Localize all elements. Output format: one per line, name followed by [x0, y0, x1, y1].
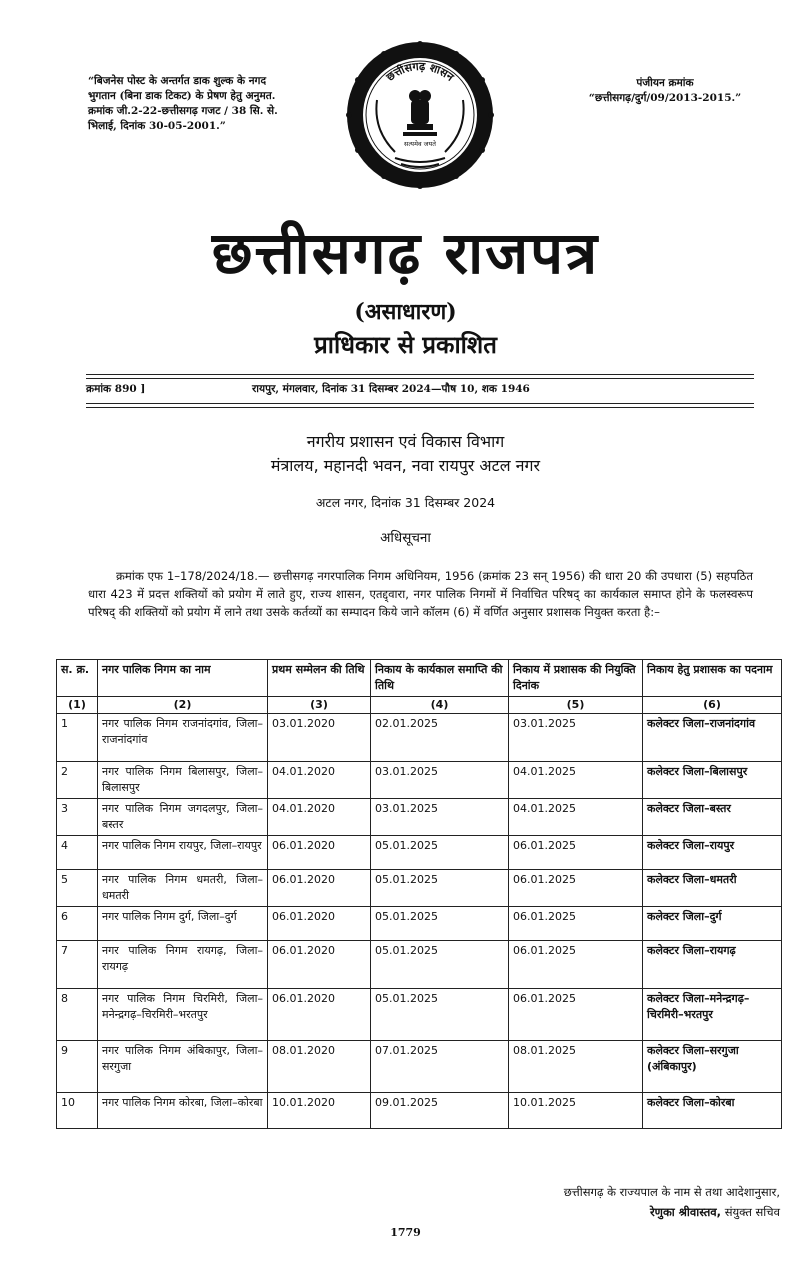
published-by-authority: प्राधिकार से प्रकाशित: [314, 330, 497, 359]
header-term-end: निकाय के कार्यकाल समाप्ति की तिथि: [371, 660, 509, 697]
term-end-date: 03.01.2025: [371, 799, 509, 836]
authority-line: छत्तीसगढ़ के राज्यपाल के नाम से तथा आदेशानुसार,: [563, 1185, 780, 1199]
serial-no: 5: [57, 870, 98, 907]
appointment-date: 04.01.2025: [509, 799, 643, 836]
term-end-date: 05.01.2025: [371, 870, 509, 907]
administrator-designation: कलेक्टर जिला–बस्तर: [643, 799, 782, 836]
col-number: (2): [98, 697, 268, 714]
table-row: [57, 941, 782, 989]
header-first-meeting: प्रथम सम्मेलन की तिथि: [268, 660, 371, 697]
administrator-designation: कलेक्टर जिला–बिलासपुर: [643, 762, 782, 799]
col-number: (5): [509, 697, 643, 714]
term-end-date: 05.01.2025: [371, 941, 509, 989]
col-number: (6): [643, 697, 782, 714]
table-row: [57, 1093, 782, 1129]
appointment-date: 06.01.2025: [509, 870, 643, 907]
first-meeting-date: 06.01.2020: [268, 836, 371, 870]
serial-no: 7: [57, 941, 98, 989]
registration-block: [565, 76, 765, 106]
table-row: [57, 1041, 782, 1093]
first-meeting-date: 10.01.2020: [268, 1093, 371, 1129]
rule-bottom-2: [86, 407, 754, 408]
appointment-date: 10.01.2025: [509, 1093, 643, 1129]
serial-no: 10: [57, 1093, 98, 1129]
header-appointment-date: निकाय में प्रशासक की नियुक्ति दिनांक: [509, 660, 643, 697]
col-number: (3): [268, 697, 371, 714]
administrator-designation: कलेक्टर जिला–सरगुजा (अंबिकापुर): [643, 1041, 782, 1093]
corporation-name: नगर पालिक निगम रायपुर, जिला–रायपुर: [98, 836, 268, 870]
corporation-name: नगर पालिक निगम राजनांदगांव, जिला–राजनांदगांव: [98, 714, 268, 762]
serial-no: 8: [57, 989, 98, 1041]
term-end-date: 02.01.2025: [371, 714, 509, 762]
corporation-name: नगर पालिक निगम बिलासपुर, जिला–बिलासपुर: [98, 762, 268, 799]
serial-no: 9: [57, 1041, 98, 1093]
serial-no: 3: [57, 799, 98, 836]
table-header-row: [57, 660, 782, 697]
extraordinary-label: (असाधारण): [354, 299, 457, 325]
corporation-name: नगर पालिक निगम जगदलपुर, जिला–बस्तर: [98, 799, 268, 836]
signatory-title: संयुक्त सचिव: [721, 1205, 780, 1219]
department-name: नगरीय प्रशासन एवं विकास विभाग: [306, 432, 505, 451]
first-meeting-date: 08.01.2020: [268, 1041, 371, 1093]
table-row: [57, 799, 782, 836]
rule-top-2: [86, 378, 754, 379]
term-end-date: 05.01.2025: [371, 989, 509, 1041]
table-row: [57, 836, 782, 870]
state-emblem-icon: [345, 40, 495, 190]
col-number: (4): [371, 697, 509, 714]
notification-body: क्रमांक एफ 1–178/2024/18.— छत्तीसगढ़ नगरपालिक निगम अधिनियम, 1956 (क्रमांक 23 सन् 1956) की धारा 20 की उपधारा (5) सहपठित धारा 423 में प्रदत्त शक्तियों को प्रयोग में लाते हुए, राज्य शासन, एतद्द्वारा, नगर पालिक निगमों में निर्वाचित परिषद् का कार्यकाल समाप्त होने के फलस्वरूप परिषद् की शक्तियों को प्रयोग में लाने तथा उसके कर्तव्यों का सम्पादन किये जाने कॉलम (6) में वर्णित अनुसार प्रशासक नियुक्त करता है:–: [88, 569, 753, 619]
administrator-designation: कलेक्टर जिला–राजनांदगांव: [643, 714, 782, 762]
serial-no: 2: [57, 762, 98, 799]
issue-number: क्रमांक 890 ]: [86, 383, 146, 395]
department-block: [0, 430, 811, 478]
administrator-designation: कलेक्टर जिला–रायगढ़: [643, 941, 782, 989]
department-address: मंत्रालय, महानदी भवन, नवा रायपुर अटल नगर: [270, 456, 541, 475]
postal-permit-note: “बिजनेस पोस्ट के अन्तर्गत डाक शुल्क के नगद भुगतान (बिना डाक टिकट) के प्रेषण हेतु अनुमत. क्रमांक जी.2-22-छत्तीसगढ़ गजट / 38 सि. से. भिलाई, दिनांक 30-05-2001.”: [88, 75, 278, 132]
emblem-top-text: छत्तीसगढ़ शासन: [383, 59, 457, 84]
column-number-row: [57, 697, 782, 714]
corporation-name: नगर पालिक निगम दुर्ग, जिला–दुर्ग: [98, 907, 268, 941]
registration-label: पंजीयन क्रमांक: [636, 77, 694, 89]
table-row: [57, 870, 782, 907]
appointment-date: 06.01.2025: [509, 989, 643, 1041]
header-administrator: निकाय हेतु प्रशासक का पदनाम: [643, 660, 782, 697]
administrator-designation: कलेक्टर जिला–कोरबा: [643, 1093, 782, 1129]
term-end-date: 03.01.2025: [371, 762, 509, 799]
emblem-motto: सत्यमेव जयते: [404, 140, 436, 148]
appointment-date: 06.01.2025: [509, 941, 643, 989]
term-end-date: 05.01.2025: [371, 836, 509, 870]
registration-value: “छत्तीसगढ़/दुर्ग/09/2013-2015.”: [588, 92, 742, 104]
first-meeting-date: 03.01.2020: [268, 714, 371, 762]
first-meeting-date: 04.01.2020: [268, 799, 371, 836]
appointment-date: 08.01.2025: [509, 1041, 643, 1093]
appointment-date: 04.01.2025: [509, 762, 643, 799]
first-meeting-date: 06.01.2020: [268, 941, 371, 989]
term-end-date: 09.01.2025: [371, 1093, 509, 1129]
footer-authority-block: [420, 1182, 780, 1222]
term-end-date: 07.01.2025: [371, 1041, 509, 1093]
place-date: अटल नगर, दिनांक 31 दिसम्बर 2024: [315, 495, 496, 510]
term-end-date: 05.01.2025: [371, 907, 509, 941]
administrator-designation: कलेक्टर जिला–रायपुर: [643, 836, 782, 870]
col-number: (1): [57, 697, 98, 714]
header-corporation: नगर पालिक निगम का नाम: [98, 660, 268, 697]
corporation-name: नगर पालिक निगम रायगढ़, जिला–रायगढ़: [98, 941, 268, 989]
signatory-line: [420, 1202, 780, 1222]
administrator-table: [56, 659, 782, 1129]
administrator-designation: कलेक्टर जिला–मनेन्द्रगढ़–चिरमिरी–भरतपुर: [643, 989, 782, 1041]
header-serial: स. क्र.: [57, 660, 98, 697]
appointment-date: 06.01.2025: [509, 836, 643, 870]
corporation-name: नगर पालिक निगम धमतरी, जिला–धमतरी: [98, 870, 268, 907]
table-row: [57, 714, 782, 762]
appointment-date: 06.01.2025: [509, 907, 643, 941]
signatory-name: रेणुका श्रीवास्तव,: [649, 1205, 722, 1219]
table-row: [57, 907, 782, 941]
corporation-name: नगर पालिक निगम चिरमिरी, जिला–मनेन्द्रगढ़–चिरमिरी–भरतपुर: [98, 989, 268, 1041]
appointment-date: 03.01.2025: [509, 714, 643, 762]
table-row: [57, 762, 782, 799]
rule-top-1: [86, 374, 754, 375]
serial-no: 6: [57, 907, 98, 941]
corporation-name: नगर पालिक निगम कोरबा, जिला–कोरबा: [98, 1093, 268, 1129]
administrator-designation: कलेक्टर जिला–दुर्ग: [643, 907, 782, 941]
page-number: 1779: [390, 1226, 421, 1239]
first-meeting-date: 06.01.2020: [268, 870, 371, 907]
gazette-masthead: छत्तीसगढ़ राजपत्र: [211, 219, 600, 287]
corporation-name: नगर पालिक निगम अंबिकापुर, जिला–सरगुजा: [98, 1041, 268, 1093]
notification-title: अधिसूचना: [380, 530, 431, 546]
first-meeting-date: 06.01.2020: [268, 989, 371, 1041]
first-meeting-date: 06.01.2020: [268, 907, 371, 941]
table-row: [57, 989, 782, 1041]
serial-no: 1: [57, 714, 98, 762]
rule-bottom-1: [86, 403, 754, 404]
first-meeting-date: 04.01.2020: [268, 762, 371, 799]
issue-date: रायपुर, मंगलवार, दिनांक 31 दिसम्बर 2024—पौष 10, शक 1946: [252, 383, 530, 395]
serial-no: 4: [57, 836, 98, 870]
administrator-designation: कलेक्टर जिला–धमतरी: [643, 870, 782, 907]
